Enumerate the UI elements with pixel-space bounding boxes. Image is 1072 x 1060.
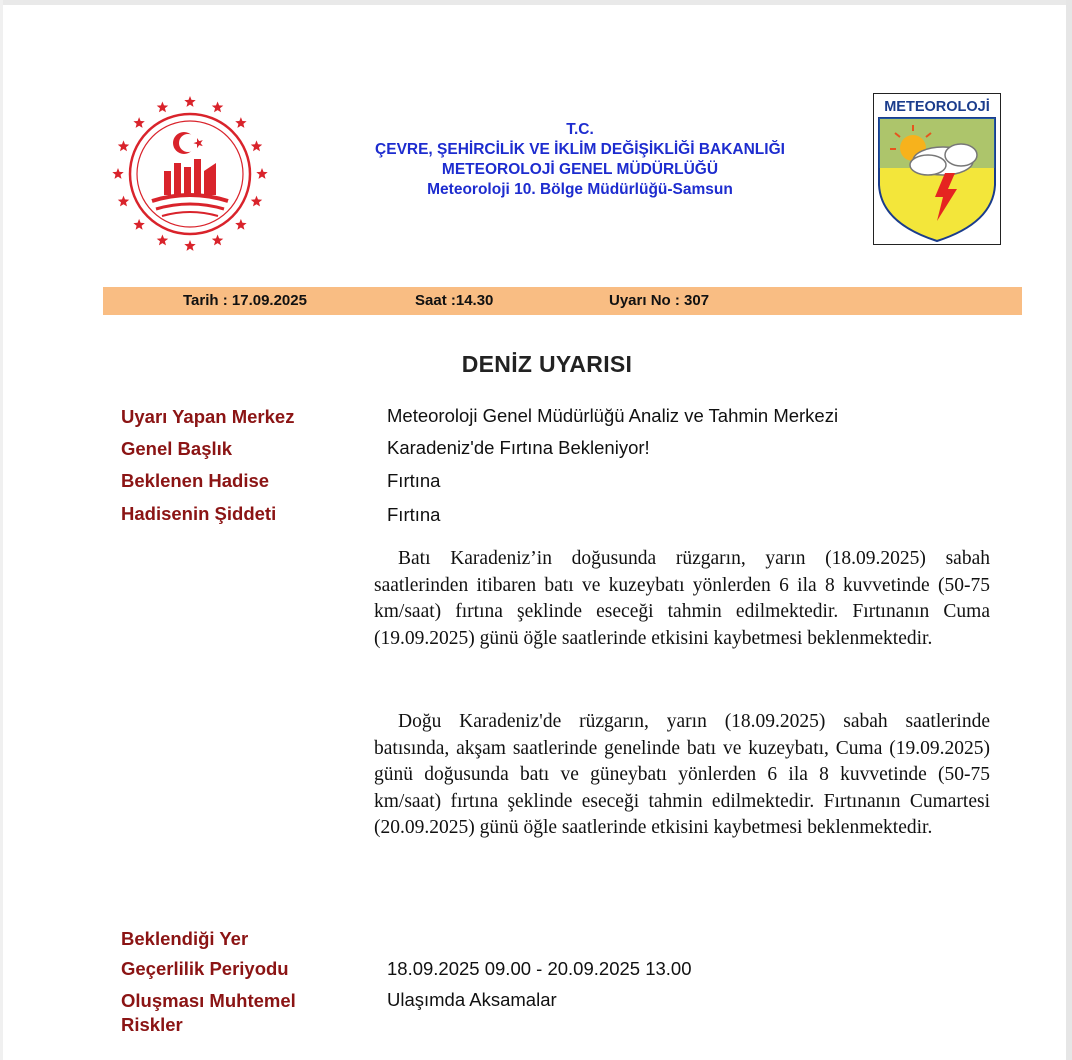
logo-text: METEOROLOJİ [884,99,990,115]
seal-star-icon [184,96,195,107]
seal-star-icon [256,168,267,179]
page-edge-right [1066,0,1072,1060]
warning-paragraph-1: Batı Karadeniz’in doğusunda rüzgarın, yarın (18.09.2025) sabah saatlerinden itibaren batı ve kuzeybatı yönlerden 6 ila 8 kuvvetinde (50-75 km/saat) fırtına şeklinde eseceği tahmin edilmektedir. Fırtınanın Cuma (19.09.2025) günü öğle saatlerinde etkisini kaybetmesi beklenmektedir. [374,548,990,649]
seal-star-icon [133,219,144,230]
seal-star-icon [212,102,224,113]
risks-label-line-2: Riskler [121,1014,183,1035]
meteoroloji-logo-icon [873,93,1001,245]
seal-star-icon [157,235,169,246]
heading-line-2: ÇEVRE, ŞEHİRCİLİK VE İKLİM DEĞİŞİKLİĞİ BAKANLIĞI [375,141,785,158]
validity-value: 18.09.2025 09.00 - 20.09.2025 13.00 [387,958,692,979]
seal-star-icon [251,140,262,151]
headline-value: Karadeniz'de Fırtına Bekleniyor! [387,437,650,458]
page-edge-left [0,0,3,1060]
seal-star-icon [212,235,224,246]
severity-value: Fırtına [387,504,441,525]
document-title: DENİZ UYARISI [461,351,633,377]
event-value: Fırtına [387,470,441,491]
heading-line-4: Meteoroloji 10. Bölge Müdürlüğü-Samsun [427,181,733,198]
time-text: Saat :14.30 [415,292,494,309]
heading-line-1: T.C. [566,121,594,138]
info-bar [103,287,1022,315]
warning-number-text: Uyarı No : 307 [609,292,710,309]
warning-paragraph-2: Doğu Karadeniz'de rüzgarın, yarın (18.09.2025) sabah saatlerinde batısında, akşam saatlerinde genelinde batı ve kuzeybatı, Cuma (19.09.2025) günü doğusunda batı ve güneybatı yönlerden 6 ila 8 kuvvetinde (50-75 km/saat) fırtına şeklinde eseceği tahmin edilmektedir. Fırtınanın Cumartesi (20.09.2025) günü öğle saatlerinde etkisini kaybetmesi beklenmektedir. [374,711,990,838]
page-edge-top [0,0,1072,5]
seal-star-icon [184,240,195,251]
seal-star-icon [235,117,246,128]
ministry-seal-icon [108,93,272,255]
date-text: Tarih : 17.09.2025 [183,292,307,309]
seal-star-icon [235,219,246,230]
severity-label: Hadisenin Şiddeti [121,503,277,524]
center-value: Meteoroloji Genel Müdürlüğü Analiz ve Tahmin Merkezi [387,405,839,426]
place-label: Beklendiği Yer [121,928,249,949]
risks-label-line-1: Oluşması Muhtemel [121,990,296,1011]
seal-star-icon [157,102,169,113]
event-label: Beklenen Hadise [121,470,270,491]
center-label: Uyarı Yapan Merkez [121,406,295,427]
seal-star-icon [118,196,129,207]
risks-value: Ulaşımda Aksamalar [387,989,557,1010]
heading-line-3: METEOROLOJİ GENEL MÜDÜRLÜĞÜ [441,161,719,178]
seal-star-icon [251,196,262,207]
headline-label: Genel Başlık [121,438,233,459]
seal-star-icon [118,140,129,151]
validity-label: Geçerlilik Periyodu [121,958,289,979]
seal-star-icon [133,117,144,128]
institution-heading [300,120,860,200]
seal-star-icon [112,168,123,179]
